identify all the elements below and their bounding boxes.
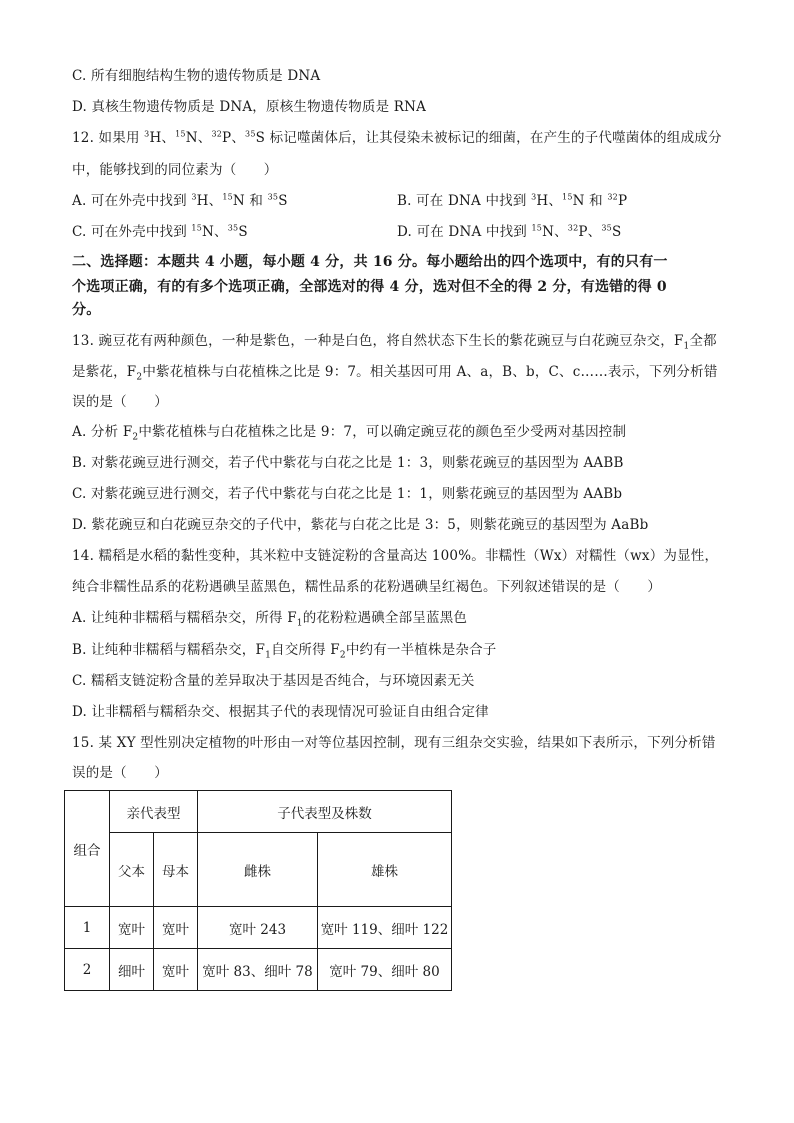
option-12-c: C. 可在外壳中找到 $^{15}$N、$^{35}$S <box>72 223 248 240</box>
header-group: 组合 <box>65 791 110 907</box>
cell-father: 宽叶 <box>110 907 154 949</box>
cell-father: 细叶 <box>110 949 154 991</box>
section-2-heading-end: 分。 <box>72 302 101 318</box>
question-12-options-cd <box>72 222 722 242</box>
header-mother: 母本 <box>154 833 198 907</box>
question-14-stem: 14. 糯稻是水稻的黏性变种，其米粒中支链淀粉的含量高达 100%。非糯性（Wx）对糯性（wx）为显性， <box>72 548 719 564</box>
header-parent: 亲代表型 <box>110 791 198 833</box>
question-12-options-ab <box>72 191 722 211</box>
question-14-stem-cont: 纯合非糯性品系的花粉遇碘呈蓝黑色，糯性品系的花粉遇碘呈红褐色。下列叙述错误的是（ ） <box>72 579 662 595</box>
cell-mother: 宽叶 <box>154 949 198 991</box>
header-father: 父本 <box>110 833 154 907</box>
cell-male: 宽叶 119、细叶 122 <box>318 907 452 949</box>
option-12-prev-d: D. 真核生物遗传物质是 DNA，原核生物遗传物质是 RNA <box>72 99 427 115</box>
option-12-prev-c: C. 所有细胞结构生物的遗传物质是 DNA <box>72 68 321 84</box>
question-15-stem-cont: 误的是（ ） <box>72 765 168 781</box>
section-2-heading-cont: 个选项正确，有的有多个选项正确，全部选对的得 4 分，选对但不全的得 2 分，有选错的得 0 <box>72 279 667 295</box>
question-13-stem-cont: 是紫花，$F_2$中紫花植株与白花植株之比是 9：7。相关基因可用 A、a，B、b，C、c……表示，下列分析错 <box>72 364 718 383</box>
question-12-stem-cont: 中，能够找到的同位素为（ ） <box>72 162 278 178</box>
table-row <box>65 949 452 991</box>
table-row <box>65 907 452 949</box>
option-14-d: D. 让非糯稻与糯稻杂交、根据其子代的表现情况可验证自由组合定律 <box>72 704 489 720</box>
header-male: 雄株 <box>318 833 452 907</box>
cell-mother: 宽叶 <box>154 907 198 949</box>
table-header-row <box>65 791 452 833</box>
cross-results-table <box>64 790 452 991</box>
section-2-heading: 二、选择题：本题共 4 小题，每小题 4 分，共 16 分。每小题给出的四个选项中，有的只有一 <box>72 254 668 270</box>
option-14-c: C. 糯稻支链淀粉含量的差异取决于基因是否纯合，与环境因素无关 <box>72 673 475 689</box>
option-12-b: B. 可在 DNA 中找到 $^3$H、$^{15}$N 和 $^{32}$P <box>397 192 628 209</box>
question-13-stem: 13. 豌豆花有两种颜色，一种是紫色，一种是白色，将自然状态下生长的紫花豌豆与白花豌豆杂交，$F_1$全都 <box>72 333 717 352</box>
cell-female: 宽叶 83、细叶 78 <box>198 949 318 991</box>
table-subheader-row <box>65 833 452 907</box>
question-13-stem-end: 误的是（ ） <box>72 394 168 410</box>
option-13-d: D. 紫花豌豆和白花豌豆杂交的子代中，紫花与白花之比是 3：5，则紫花豌豆的基因型为 AaBb <box>72 517 649 533</box>
header-female: 雌株 <box>198 833 318 907</box>
cell-group: 1 <box>65 907 110 949</box>
cell-male: 宽叶 79、细叶 80 <box>318 949 452 991</box>
option-12-d: D. 可在 DNA 中找到 $^{15}$N、$^{32}$P、$^{35}$S <box>397 223 622 240</box>
cell-female: 宽叶 243 <box>198 907 318 949</box>
question-12-stem: 12. 如果用 $^3$H、$^{15}$N、$^{32}$P、$^{35}$S 标记噬菌体后，让其侵染未被标记的细菌，在产生的子代噬菌体的组成成分 <box>72 129 722 146</box>
option-14-a: A. 让纯种非糯稻与糯稻杂交，所得 $F_1$的花粉粒遇碘全部呈蓝黑色 <box>72 610 468 629</box>
option-13-b: B. 对紫花豌豆进行测交，若子代中紫花与白花之比是 1：3，则紫花豌豆的基因型为 AABB <box>72 455 624 471</box>
option-12-a: A. 可在外壳中找到 $^3$H、$^{15}$N 和 $^{35}$S <box>72 192 288 209</box>
cell-group: 2 <box>65 949 110 991</box>
question-15-stem: 15. 某 XY 型性别决定植物的叶形由一对等位基因控制，现有三组杂交实验，结果如下表所示，下列分析错 <box>72 735 716 751</box>
option-13-a: A. 分析 $F_2$中紫花植株与白花植株之比是 9：7，可以确定豌豆花的颜色至少受两对基因控制 <box>72 424 627 443</box>
header-offspring: 子代表型及株数 <box>198 791 452 833</box>
option-14-b: B. 让纯种非糯稻与糯稻杂交，$F_1$自交所得 $F_2$中约有一半植株是杂合子 <box>72 642 497 661</box>
option-13-c: C. 对紫花豌豆进行测交，若子代中紫花与白花之比是 1：1，则紫花豌豆的基因型为 AABb <box>72 486 623 502</box>
